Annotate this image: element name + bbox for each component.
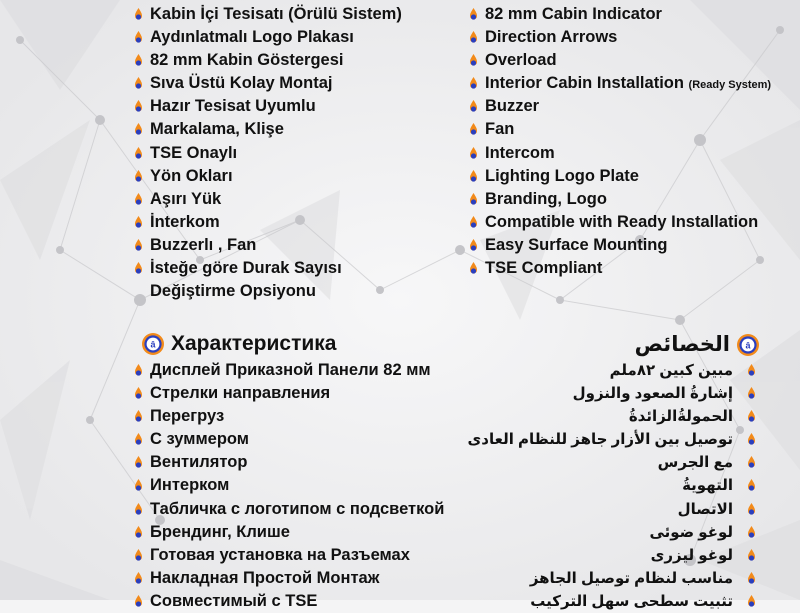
list-item — [427, 474, 757, 497]
drop-bullet-icon — [135, 123, 142, 137]
list-item — [470, 95, 771, 118]
drop-bullet-icon — [748, 595, 755, 609]
list-item — [427, 428, 757, 451]
drop-bullet-icon — [470, 216, 477, 230]
list-item — [135, 474, 444, 497]
drop-bullet-icon — [135, 170, 142, 184]
list-item — [135, 165, 402, 188]
list-item-text: Direction Arrows — [485, 28, 618, 47]
list-item-text: Брендинг, Клише — [150, 522, 290, 541]
list-item-text: Совместимый с TSE — [150, 591, 318, 610]
list-item — [135, 405, 444, 428]
drop-bullet-icon — [470, 100, 477, 114]
drop-bullet-icon — [135, 8, 142, 22]
list-item — [135, 359, 444, 382]
gear-badge-icon — [141, 332, 165, 356]
list-item — [427, 567, 757, 590]
list-item — [427, 382, 757, 405]
drop-bullet-icon — [748, 572, 755, 586]
list-item-text: Aydınlatmalı Logo Plakası — [150, 28, 354, 47]
list-item — [135, 118, 402, 141]
drop-bullet-icon — [135, 595, 142, 609]
drop-bullet-icon — [135, 193, 142, 207]
list-item — [470, 3, 771, 26]
list-item — [135, 257, 402, 280]
drop-bullet-icon — [135, 77, 142, 91]
russian-feature-list — [135, 359, 444, 613]
drop-bullet-icon — [135, 31, 142, 45]
drop-bullet-icon — [748, 387, 755, 401]
drop-bullet-icon — [135, 147, 142, 161]
drop-bullet-icon — [470, 31, 477, 45]
drop-bullet-icon — [135, 503, 142, 517]
drop-bullet-icon — [135, 54, 142, 68]
drop-bullet-icon — [470, 147, 477, 161]
list-item-text: Hazır Tesisat Uyumlu — [150, 97, 316, 116]
list-item-text: لوغو ضوئى — [649, 523, 733, 541]
drop-bullet-icon — [470, 54, 477, 68]
list-item — [470, 188, 771, 211]
list-item — [135, 3, 402, 26]
list-item-text: С зуммером — [150, 430, 249, 449]
drop-bullet-icon — [748, 410, 755, 424]
list-item-text: Compatible with Ready Installation — [485, 212, 759, 231]
list-item-text: İsteğe göre Durak Sayısı — [150, 259, 342, 278]
list-item-text: Markalama, Klişe — [150, 120, 284, 139]
section-title-text: Характеристика — [171, 332, 337, 355]
list-item-text: توصيل بين الأزار جاهز للنظام العادى — [467, 431, 733, 449]
list-item-text: Lighting Logo Plate — [485, 166, 639, 185]
list-item — [427, 405, 757, 428]
list-item-text: Interior Cabin Installation — [485, 74, 684, 93]
drop-bullet-icon — [135, 526, 142, 540]
list-item — [470, 165, 771, 188]
list-item — [135, 544, 444, 567]
list-item — [470, 26, 771, 49]
list-item — [427, 544, 757, 567]
drop-bullet-icon — [135, 387, 142, 401]
list-item-text: 82 mm Kabin Göstergesi — [150, 51, 344, 70]
list-item-text: Стрелки направления — [150, 384, 331, 403]
list-item-text: Перегруз — [150, 407, 225, 426]
list-item-text: تثبيت سطحى سهل التركيب — [530, 592, 733, 610]
drop-bullet-icon — [470, 193, 477, 207]
list-item-text: مناسب لنظام توصيل الجاهز — [529, 569, 733, 587]
list-item-text: لوغو ليزرى — [650, 546, 733, 564]
list-item — [135, 234, 402, 257]
drop-bullet-icon — [748, 433, 755, 447]
list-item-text: TSE Onaylı — [150, 143, 238, 162]
drop-bullet-icon — [135, 572, 142, 586]
russian-section-title — [135, 332, 336, 356]
list-item — [470, 142, 771, 165]
english-feature-list — [470, 3, 771, 280]
list-item-text: الحمولةُالزائدةُ — [628, 408, 733, 426]
list-item — [470, 211, 771, 234]
drop-bullet-icon — [135, 549, 142, 563]
drop-bullet-icon — [135, 100, 142, 114]
list-item — [135, 521, 444, 544]
list-item — [470, 257, 771, 280]
list-item — [135, 451, 444, 474]
drop-bullet-icon — [748, 479, 755, 493]
list-item-text: Buzzer — [485, 97, 540, 116]
list-item-text: Дисплей Приказной Панели 82 мм — [150, 361, 431, 379]
list-item — [470, 234, 771, 257]
list-item — [427, 590, 757, 613]
list-item — [135, 428, 444, 451]
drop-bullet-icon — [135, 456, 142, 470]
list-item — [135, 26, 402, 49]
list-item-text: Sıva Üstü Kolay Montaj — [150, 74, 333, 93]
list-item — [135, 211, 402, 234]
drop-bullet-icon — [135, 433, 142, 447]
gear-badge-icon — [736, 333, 760, 357]
list-item — [427, 498, 757, 521]
list-item-text: Değiştirme Opsiyonu — [150, 282, 316, 301]
list-item-text: Buzzerlı , Fan — [150, 235, 257, 254]
drop-bullet-icon — [135, 262, 142, 276]
list-item — [427, 451, 757, 474]
list-item-continuation — [135, 280, 402, 303]
list-item-text: Yön Okları — [150, 166, 233, 185]
list-item-text: التهويةُ — [682, 477, 733, 495]
list-item-text: Easy Surface Mounting — [485, 235, 668, 254]
list-item — [135, 590, 444, 613]
list-item — [470, 49, 771, 72]
list-item — [427, 359, 757, 382]
list-item-text: الاتصال — [677, 500, 733, 518]
svg-text:â: â — [745, 340, 751, 350]
drop-bullet-icon — [135, 410, 142, 424]
list-item-text: Kabin İçi Tesisatı (Örülü Sistem) — [150, 5, 402, 23]
drop-bullet-icon — [470, 170, 477, 184]
drop-bullet-icon — [135, 216, 142, 230]
list-item — [135, 142, 402, 165]
list-item — [135, 49, 402, 72]
drop-bullet-icon — [135, 239, 142, 253]
arabic-section-title — [635, 332, 766, 357]
list-item-text: Вентилятор — [150, 453, 248, 472]
drop-bullet-icon — [470, 239, 477, 253]
turkish-feature-list — [135, 3, 402, 303]
drop-bullet-icon — [470, 262, 477, 276]
drop-bullet-icon — [748, 526, 755, 540]
drop-bullet-icon — [748, 549, 755, 563]
list-item-text: Накладная Простой Монтаж — [150, 568, 380, 587]
drop-bullet-icon — [470, 123, 477, 137]
list-item-text: TSE Compliant — [485, 259, 603, 278]
arabic-feature-list — [427, 359, 757, 613]
list-item-text: مع الجرس — [657, 454, 733, 472]
list-item-text: İnterkom — [150, 212, 220, 231]
list-item-text: Табличка с логотипом с подсветкой — [150, 499, 445, 518]
drop-bullet-icon — [470, 77, 477, 91]
drop-bullet-icon — [748, 456, 755, 470]
list-item — [470, 72, 771, 95]
ready-system-note: (Ready System) — [688, 79, 772, 92]
list-item — [135, 95, 402, 118]
list-item-text: مبين كبين ٨٢ملم — [609, 362, 733, 379]
list-item — [135, 72, 402, 95]
list-item — [135, 498, 444, 521]
list-item-text: Branding, Logo — [485, 189, 607, 208]
list-item-text: Интерком — [150, 476, 230, 495]
list-item-text: 82 mm Cabin Indicator — [485, 5, 662, 23]
drop-bullet-icon — [470, 8, 477, 22]
svg-text:â: â — [150, 339, 156, 350]
drop-bullet-icon — [748, 364, 755, 378]
list-item — [470, 118, 771, 141]
drop-bullet-icon — [135, 364, 142, 378]
list-item — [135, 382, 444, 405]
list-item — [135, 188, 402, 211]
list-item-text: Fan — [485, 120, 515, 139]
list-item — [135, 567, 444, 590]
drop-bullet-icon — [135, 479, 142, 493]
list-item-text: Intercom — [485, 143, 555, 162]
section-title-text: الخصائص — [634, 333, 730, 356]
drop-bullet-icon — [748, 503, 755, 517]
list-item-text: Overload — [485, 51, 557, 70]
list-item-text: إشارةُ الصعود والنزول — [572, 385, 733, 403]
list-item-text: Готовая установка на Разъемах — [150, 545, 410, 564]
list-item-text: Aşırı Yük — [150, 189, 222, 208]
list-item — [427, 521, 757, 544]
